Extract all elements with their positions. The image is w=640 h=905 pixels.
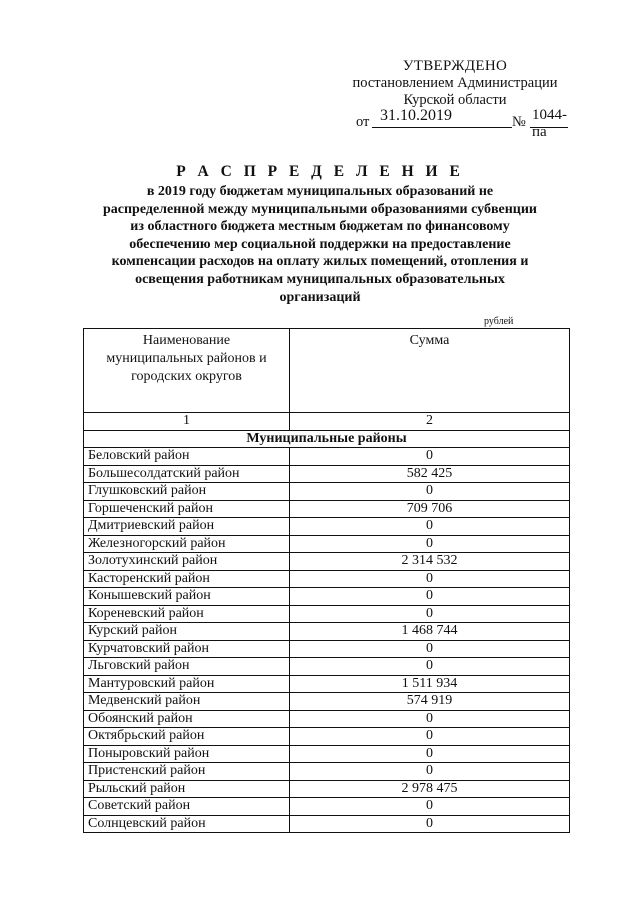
col2-header: Сумма <box>290 329 570 413</box>
district-name: Горшеченский район <box>84 500 290 518</box>
district-sum: 1 468 744 <box>290 623 570 641</box>
district-sum: 709 706 <box>290 500 570 518</box>
district-sum: 0 <box>290 535 570 553</box>
col2-number: 2 <box>290 413 570 431</box>
table-row <box>84 588 570 606</box>
district-name: Золотухинский район <box>84 553 290 571</box>
district-name: Кореневский район <box>84 605 290 623</box>
district-sum: 0 <box>290 640 570 658</box>
district-name: Поныровский район <box>84 745 290 763</box>
subtitle-line: распределенной между муниципальными образованиями субвенции <box>102 201 537 217</box>
distribution-table <box>83 328 570 833</box>
district-name: Медвенский район <box>84 693 290 711</box>
table-body <box>84 448 570 833</box>
table-row <box>84 763 570 781</box>
number-label: № <box>512 114 526 130</box>
subtitle-line: организаций <box>279 289 361 305</box>
district-sum: 0 <box>290 605 570 623</box>
table-header-row <box>84 329 570 413</box>
district-name: Беловский район <box>84 448 290 466</box>
district-sum: 0 <box>290 710 570 728</box>
district-sum: 2 314 532 <box>290 553 570 571</box>
col1-header-line: муниципальных районов и <box>106 351 267 366</box>
district-name: Дмитриевский район <box>84 518 290 536</box>
section-title: Муниципальные районы <box>84 430 570 448</box>
units-label: рублей <box>484 316 514 327</box>
column-numbers-row <box>84 413 570 431</box>
district-sum: 582 425 <box>290 465 570 483</box>
table-row <box>84 815 570 833</box>
district-name: Курчатовский район <box>84 640 290 658</box>
district-name: Касторенский район <box>84 570 290 588</box>
district-sum: 0 <box>290 745 570 763</box>
table-row <box>84 693 570 711</box>
table-row <box>84 675 570 693</box>
district-name: Глушковский район <box>84 483 290 501</box>
district-name: Льговский район <box>84 658 290 676</box>
district-sum: 2 978 475 <box>290 780 570 798</box>
col1-header <box>84 329 290 413</box>
table-row <box>84 570 570 588</box>
district-sum: 0 <box>290 570 570 588</box>
district-name: Солнцевский район <box>84 815 290 833</box>
district-name: Курский район <box>84 623 290 641</box>
col1-header-line: городских округов <box>131 369 242 384</box>
table-row <box>84 780 570 798</box>
table-row <box>84 465 570 483</box>
district-sum: 574 919 <box>290 693 570 711</box>
district-name: Пристенский район <box>84 763 290 781</box>
district-sum: 0 <box>290 763 570 781</box>
col1-number: 1 <box>84 413 290 431</box>
table-row <box>84 535 570 553</box>
table-row <box>84 745 570 763</box>
district-sum: 0 <box>290 658 570 676</box>
approval-date: 31.10.2019 <box>380 107 452 124</box>
district-name: Конышевский район <box>84 588 290 606</box>
approval-number: 1044-па <box>532 107 567 140</box>
district-name: Октябрьский район <box>84 728 290 746</box>
district-sum: 0 <box>290 728 570 746</box>
from-label: от <box>356 114 370 130</box>
table-row <box>84 798 570 816</box>
table-row <box>84 605 570 623</box>
approval-block <box>340 58 570 140</box>
subtitle-line: освещения работникам муниципальных образовательных <box>135 271 505 287</box>
district-sum: 0 <box>290 815 570 833</box>
district-sum: 0 <box>290 448 570 466</box>
district-sum: 0 <box>290 518 570 536</box>
subtitle-line: из областного бюджета местным бюджетам по финансовому <box>130 219 510 235</box>
table-row <box>84 728 570 746</box>
approval-by-line1: постановлением Администрации <box>352 75 558 91</box>
document-heading <box>60 163 580 306</box>
subtitle-line: компенсации расходов на оплату жилых помещений, отопления и <box>111 254 529 270</box>
district-name: Мантуровский район <box>84 675 290 693</box>
table-row <box>84 483 570 501</box>
district-name: Рыльский район <box>84 780 290 798</box>
district-name: Советский район <box>84 798 290 816</box>
table-row <box>84 640 570 658</box>
approval-by-line2: Курской области <box>403 92 507 108</box>
district-sum: 0 <box>290 798 570 816</box>
district-name: Железногорский район <box>84 535 290 553</box>
approval-date-number-line <box>340 107 570 140</box>
district-sum: 1 511 934 <box>290 675 570 693</box>
table-row <box>84 658 570 676</box>
table-row <box>84 553 570 571</box>
document-title: Р А С П Р Е Д Е Л Е Н И Е <box>176 163 464 180</box>
section-row <box>84 430 570 448</box>
table-row <box>84 623 570 641</box>
district-name: Обоянский район <box>84 710 290 728</box>
table-row <box>84 500 570 518</box>
col1-header-line: Наименование <box>142 333 231 348</box>
district-sum: 0 <box>290 483 570 501</box>
district-name: Большесолдатский район <box>84 465 290 483</box>
document-subtitle <box>60 183 580 306</box>
date-underline <box>372 127 512 128</box>
subtitle-line: обеспечению мер социальной поддержки на предоставление <box>129 236 511 252</box>
table-row <box>84 448 570 466</box>
district-sum: 0 <box>290 588 570 606</box>
subtitle-line: в 2019 году бюджетам муниципальных образований не <box>146 184 494 199</box>
table-row <box>84 710 570 728</box>
approval-title: УТВЕРЖДЕНО <box>402 58 508 74</box>
table-row <box>84 518 570 536</box>
